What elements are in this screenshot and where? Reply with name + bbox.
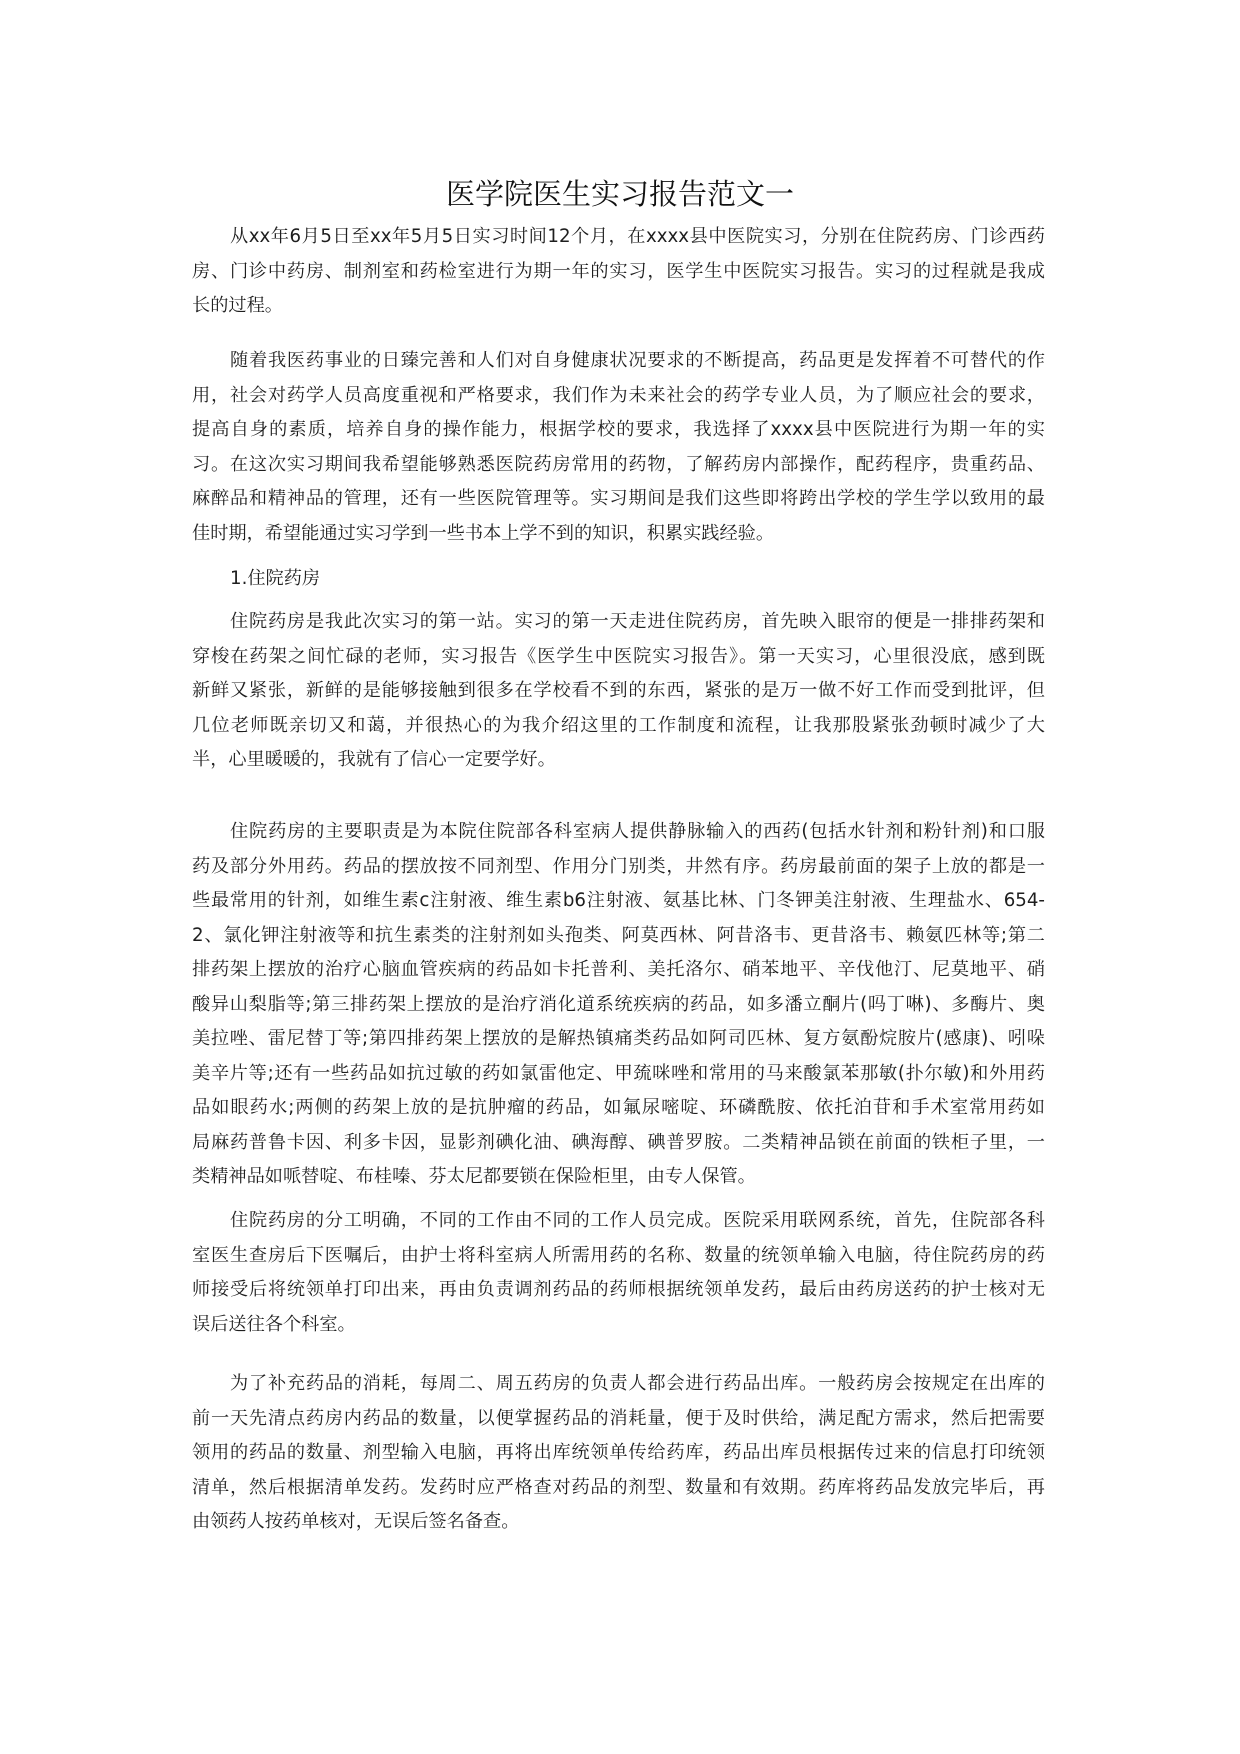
text-line: 习。在这次实习期间我希望能够熟悉医院药房常用的药物，了解药房内部操作，配药程序，贵重药品、	[192, 453, 1045, 475]
text-line: 局麻药普鲁卡因、利多卡因，显影剂碘化油、碘海醇、碘普罗胺。二类精神品锁在前面的铁柜子里，一	[192, 1131, 1045, 1153]
text-line: 住院药房的分工明确，不同的工作由不同的工作人员完成。医院采用联网系统，首先，住院部各科	[230, 1210, 1045, 1231]
text-line: 室医生查房后下医嘱后，由护士将科室病人所需用药的名称、数量的统领单输入电脑，待住院药房的药	[192, 1244, 1045, 1266]
text-line: 清单，然后根据清单发药。发药时应严格查对药品的剂型、数量和有效期。药库将药品发放完毕后，再	[192, 1476, 1045, 1498]
text-line: 麻醉品和精神品的管理，还有一些医院管理等。实习期间是我们这些即将跨出学校的学生学以致用的最	[192, 488, 1045, 509]
text-line: 佳时期，希望能通过实习学到一些书本上学不到的知识，积累实践经验。	[192, 522, 775, 544]
text-line: 药及部分外用药。药品的摆放按不同剂型、作用分门别类，井然有序。药房最前面的架子上放的都是一	[192, 855, 1045, 877]
text-line: 住院药房是我此次实习的第一站。实习的第一天走进住院药房，首先映入眼帘的便是一排排药架和	[230, 611, 1045, 632]
text-line: 美拉唑、雷尼替丁等;第四排药架上摆放的是解热镇痛类药品如阿司匹林、复方氨酚烷胺片(感康)、吲哚	[192, 1028, 1045, 1049]
text-line: 提高自身的素质，培养自身的操作能力，根据学校的要求，我选择了xxxx县中医院进行为期一年的实	[192, 419, 1045, 440]
paragraph-restocking	[192, 1367, 1045, 1540]
text-line: 排药架上摆放的治疗心脑血管疾病的药品如卡托普利、美托洛尔、硝苯地平、辛伐他汀、尼莫地平、硝	[192, 959, 1045, 980]
text-line: 误后送往各个科室。	[192, 1313, 356, 1335]
text-line: 2、氯化钾注射液等和抗生素类的注射剂如头孢类、阿莫西林、阿昔洛韦、更昔洛韦、赖氨匹林等;第二	[192, 924, 1045, 946]
section-heading: 1.住院药房	[230, 568, 321, 589]
document-title: 医学院医生实习报告范文一	[445, 177, 794, 211]
text-line: 些最常用的针剂，如维生素c注射液、维生素b6注射液、氨基比林、门冬钾美注射液、生理盐水、654-	[192, 890, 1045, 911]
text-line: 新鲜又紧张，新鲜的是能够接触到很多在学校看不到的东西，紧张的是万一做不好工作而受到批评，但	[192, 680, 1045, 701]
paragraph-motivation	[192, 344, 1045, 551]
paragraph-first-day	[192, 605, 1045, 778]
text-line: 用，社会对药学人员高度重视和严格要求，我们作为未来社会的药学专业人员，为了顺应社会的要求，	[192, 384, 1045, 406]
text-line: 穿梭在药架之间忙碌的老师，实习报告《医学生中医院实习报告》。第一天实习，心里很没底，感到既	[192, 645, 1045, 667]
text-line: 长的过程。	[192, 295, 283, 316]
paragraph-division-of-work	[192, 1204, 1045, 1342]
text-line: 半，心里暖暖的，我就有了信心一定要学好。	[192, 749, 556, 770]
text-line: 几位老师既亲切又和蔼，并很热心的为我介绍这里的工作制度和流程，让我那股紧张劲顿时减少了大	[192, 714, 1045, 736]
text-line: 前一天先清点药房内药品的数量，以便掌握药品的消耗量，便于及时供给，满足配方需求，然后把需要	[192, 1407, 1045, 1429]
text-line: 从xx年6月5日至xx年5月5日实习时间12个月，在xxxx县中医院实习，分别在住院药房、门诊西药	[230, 226, 1045, 247]
text-line: 住院药房的主要职责是为本院住院部各科室病人提供静脉输入的西药(包括水针剂和粉针剂)和口服	[230, 821, 1045, 842]
text-line: 领用的药品的数量、剂型输入电脑，再将出库统领单传给药库，药品出库员根据传过来的信息打印统领	[192, 1442, 1045, 1463]
text-line: 为了补充药品的消耗，每周二、周五药房的负责人都会进行药品出库。一般药房会按规定在出库的	[230, 1373, 1045, 1394]
text-line: 师接受后将统领单打印出来，再由负责调剂药品的药师根据统领单发药，最后由药房送药的护士核对无	[192, 1279, 1045, 1300]
text-line: 随着我医药事业的日臻完善和人们对自身健康状况要求的不断提高，药品更是发挥着不可替代的作	[230, 350, 1045, 371]
text-line: 美辛片等;还有一些药品如抗过敏的药如氯雷他定、甲巯咪唑和常用的马来酸氯苯那敏(扑尔敏)和外用药	[192, 1062, 1045, 1084]
text-line: 酸异山梨脂等;第三排药架上摆放的是治疗消化道系统疾病的药品，如多潘立酮片(吗丁啉)、多酶片、奥	[192, 993, 1045, 1015]
text-line: 房、门诊中药房、制剂室和药检室进行为期一年的实习，医学生中医院实习报告。实习的过程就是我成	[192, 260, 1045, 282]
paragraph-intro	[192, 220, 1045, 324]
paragraph-duties	[192, 815, 1045, 1195]
text-line: 品如眼药水;两侧的药架上放的是抗肿瘤的药品，如氟尿嘧啶、环磷酰胺、依托泊苷和手术室常用药如	[192, 1097, 1045, 1118]
text-line: 类精神品如哌替啶、布桂嗪、芬太尼都要锁在保险柜里，由专人保管。	[192, 1166, 756, 1187]
text-line: 由领药人按药单核对，无误后签名备查。	[192, 1511, 520, 1532]
